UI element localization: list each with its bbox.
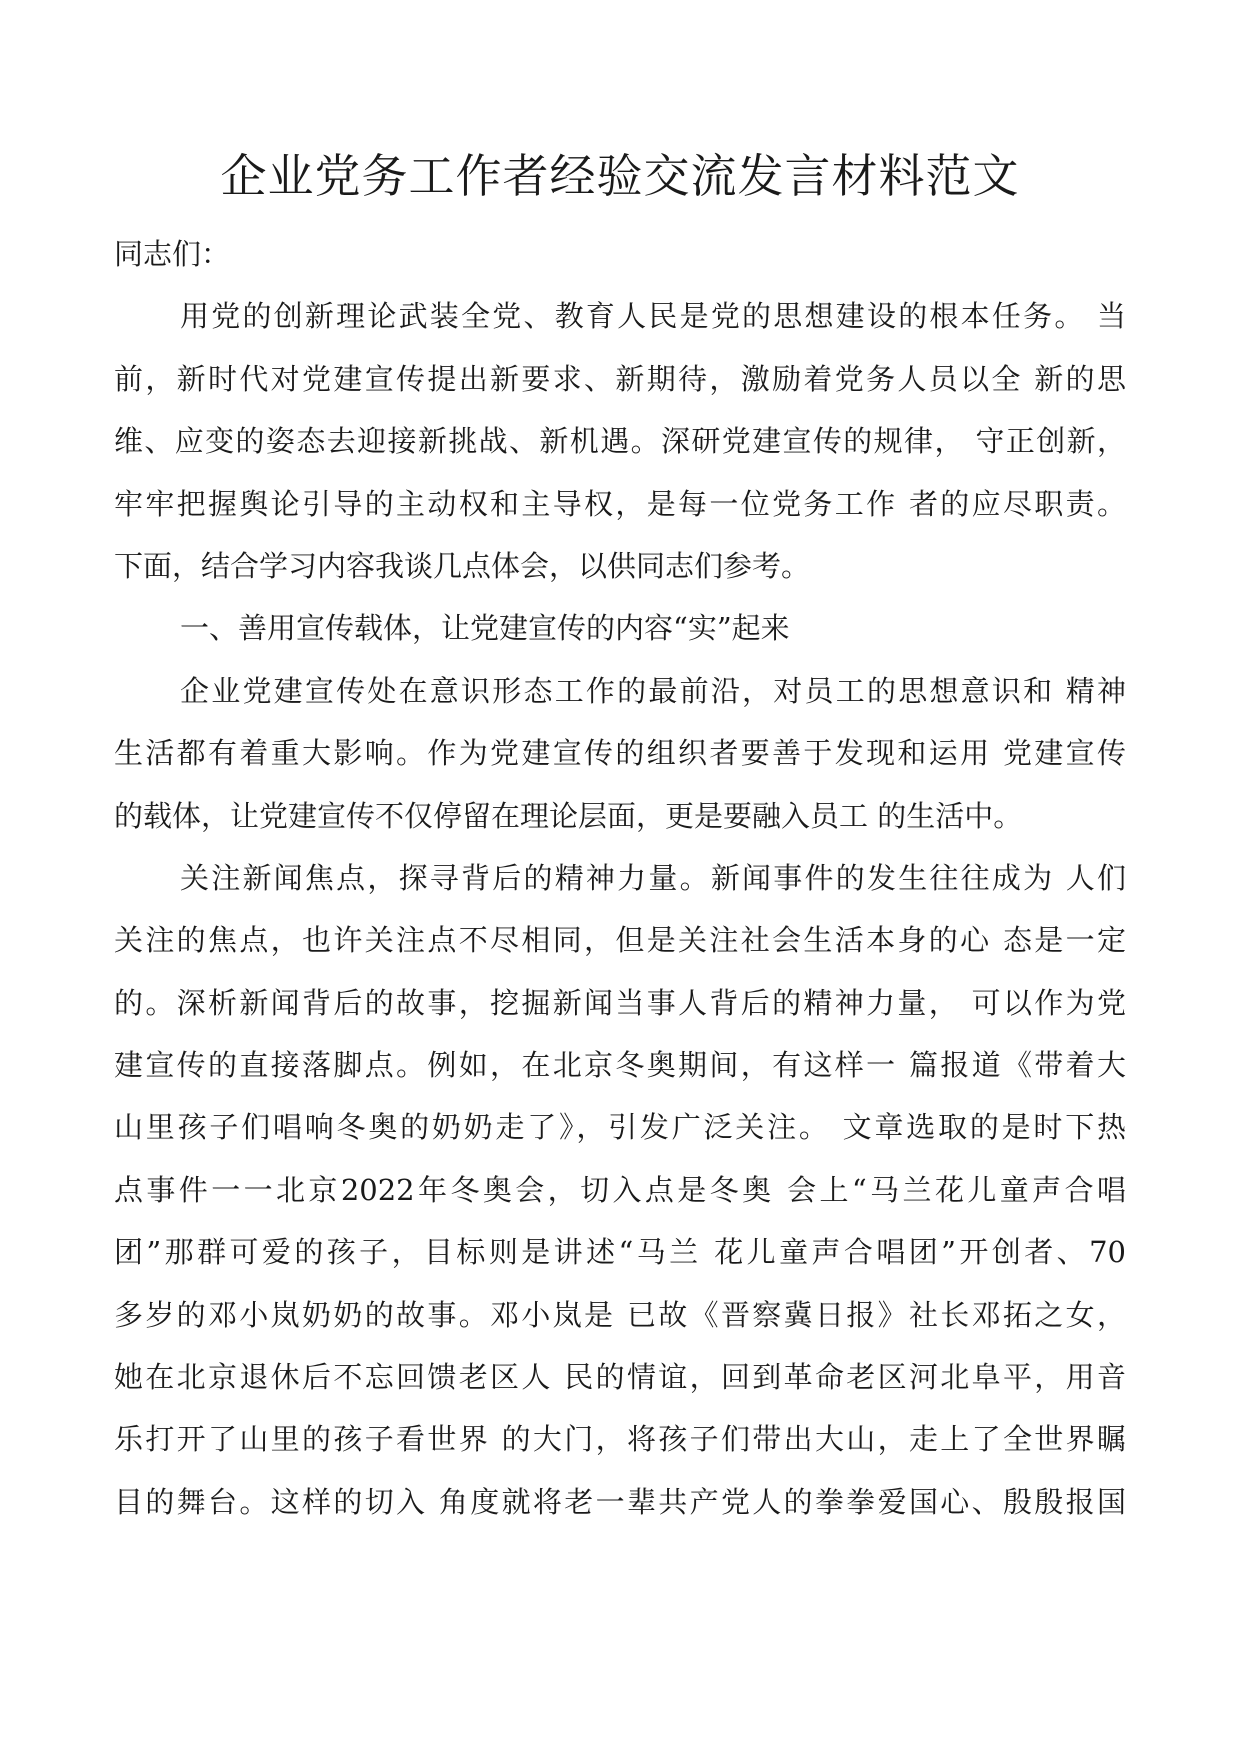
paragraph-line: 多岁的邓小岚奶奶的故事。邓小岚是 已故《晋察冀日报》社长邓拓之女，: [114, 1297, 1126, 1332]
paragraph-line: 用党的创新理论武装全党、教育人民是党的思想建设的根本任务。 当: [180, 299, 1126, 334]
paragraph-line: 关注的焦点，也许关注点不尽相同，但是关注社会生活本身的心 态是一定: [114, 923, 1126, 958]
paragraph-line: 团”那群可爱的孩子，目标则是讲述“马兰 花儿童声合唱团”开创者、70: [114, 1235, 1126, 1270]
section-heading: 一、善用宣传载体，让党建宣传的内容“实”起来: [180, 611, 790, 646]
paragraph-line: 的。深析新闻背后的故事，挖掘新闻当事人背后的精神力量， 可以作为党: [114, 985, 1126, 1020]
paragraph-line: 牢牢把握舆论引导的主动权和主导权，是每一位党务工作 者的应尽职责。: [114, 486, 1126, 521]
paragraph-line: 乐打开了山里的孩子看世界 的大门，将孩子们带出大山，走上了全世界瞩: [114, 1422, 1126, 1457]
paragraph-line: 点事件一一北京2022年冬奥会，切入点是冬奥 会上“马兰花儿童声合唱: [114, 1172, 1126, 1207]
paragraph-line: 建宣传的直接落脚点。例如，在北京冬奥期间，有这样一 篇报道《带着大: [114, 1048, 1126, 1083]
paragraph-line: 企业党建宣传处在意识形态工作的最前沿，对员工的思想意识和 精神: [180, 673, 1126, 708]
paragraph-line: 下面，结合学习内容我谈几点体会，以供同志们参考。: [114, 548, 811, 583]
paragraph-line: 她在北京退休后不忘回馈老区人 民的情谊，回到革命老区河北阜平，用音: [114, 1360, 1126, 1395]
paragraph-line: 生活都有着重大影响。作为党建宣传的组织者要善于发现和运用 党建宣传: [114, 736, 1126, 771]
document-title: 企业党务工作者经验交流发言材料范文: [220, 149, 1020, 203]
paragraph-line: 山里孩子们唱响冬奥的奶奶走了》，引发广泛关注。 文章选取的是时下热: [114, 1110, 1126, 1145]
paragraph-line: 维、应变的姿态去迎接新挑战、新机遇。深研党建宣传的规律， 守正创新，: [114, 424, 1126, 459]
document-body: [114, 223, 1126, 1533]
paragraph-line: 的载体，让党建宣传不仅停留在理论层面，更是要融入员工 的生活中。: [114, 798, 1023, 833]
salutation: 同志们：: [114, 237, 231, 271]
paragraph-line: 目的舞台。这样的切入 角度就将老一辈共产党人的拳拳爱国心、殷殷报国: [114, 1484, 1126, 1519]
paragraph-line: 前，新时代对党建宣传提出新要求、新期待，激励着党务人员以全 新的思: [114, 361, 1126, 396]
paragraph-line: 关注新闻焦点，探寻背后的精神力量。新闻事件的发生往往成为 人们: [180, 860, 1126, 895]
